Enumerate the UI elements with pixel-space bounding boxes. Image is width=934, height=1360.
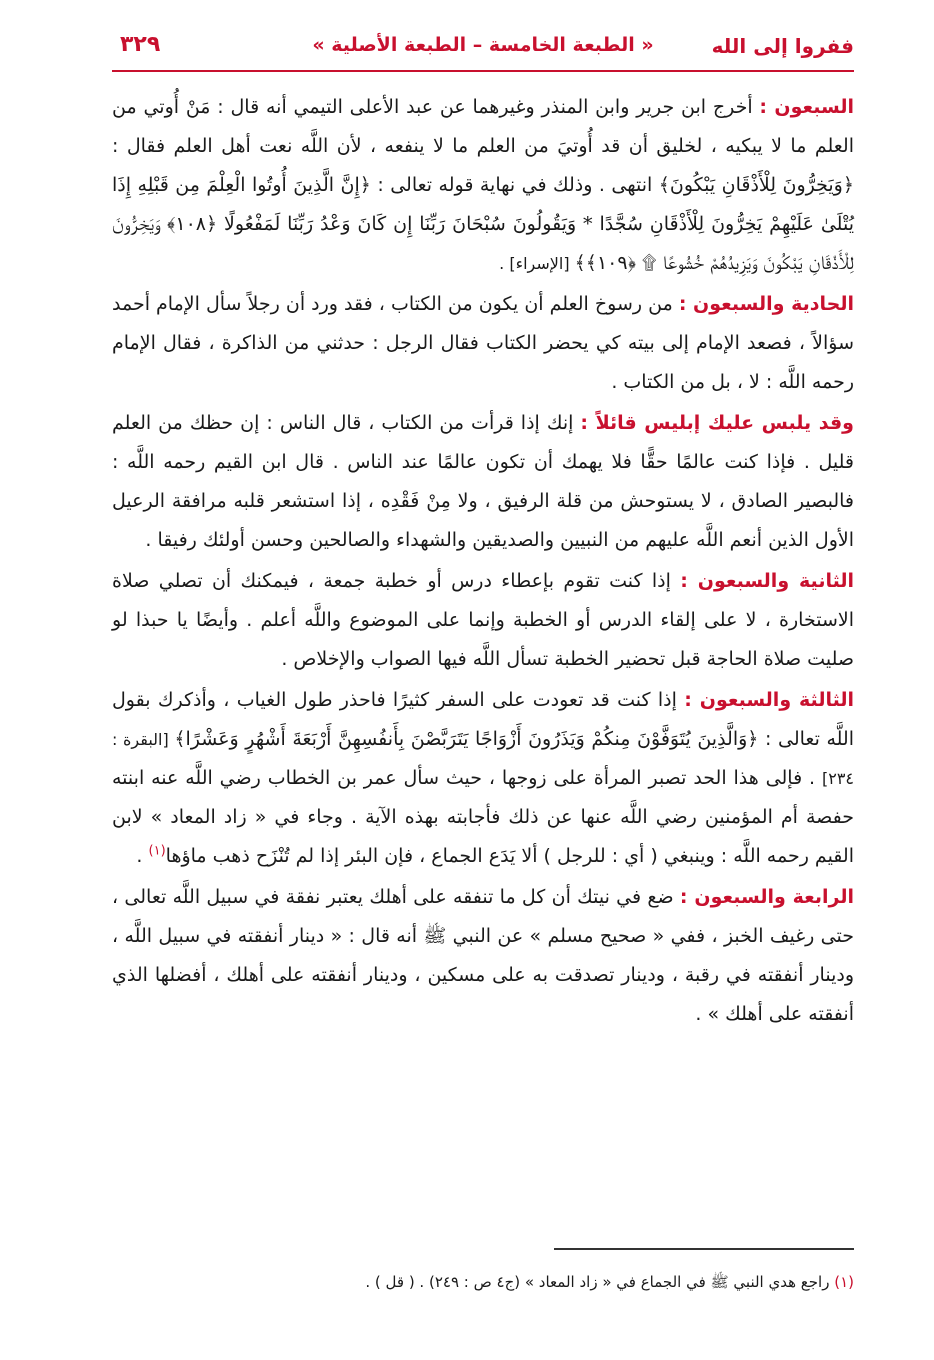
paragraph-text: إنك إذا قرأت من الكتاب ، قال الناس : إن حظك من العلم قليل . فإذا كنت عالمًا حقًّا فلا يهمك أن تكون عالمًا عند الناس . قال ابن القيم رحمه اللَّه : فالبصير الصادق ، لا يستوحش من قلة الرفيق ، ولا مِنْ فَقْدِه ، إذا استشعر قلبه مرافقة الرعيل الأول الذين أنعم اللَّه عليهم من النبيين والصديقين والشهداء والصالحين وحسن أولئك رفيقا . — [112, 412, 854, 551]
paragraph-heading: وقد يلبس عليك إبليس قائلاً : — [580, 412, 854, 434]
paragraph-heading: الثالثة والسبعون : — [684, 689, 854, 711]
paragraph-73 — [112, 681, 854, 876]
page-header — [112, 28, 854, 68]
footnote-marker[interactable]: (١) — [148, 843, 166, 859]
main-text — [112, 88, 854, 1036]
paragraph-74 — [112, 878, 854, 1034]
paragraph-text: . — [136, 845, 149, 867]
verse-reference: [البقرة : ٢٣٤] — [112, 730, 854, 788]
paragraph-text: إذا كنت قد تعودت على السفر كثيرًا فاحذر طول الغياب ، وأذكرك بقول اللَّه تعالى : — [112, 689, 854, 750]
edition-label: « الطبعة الخامسة – الطبعة الأصلية » — [312, 34, 654, 56]
paragraph-71 — [112, 285, 854, 402]
paragraph-72 — [112, 562, 854, 679]
paragraph-70 — [112, 88, 854, 283]
footnote-number: (١) — [834, 1273, 854, 1291]
paragraph-heading: الحادية والسبعون : — [678, 293, 854, 315]
quran-verse: ﴿وَيَخِرُّونَ لِلْأَذْقَانِ يَبْكُونَ﴾ — [658, 174, 854, 196]
paragraph-text: من رسوخ العلم أن يكون من الكتاب ، فقد ورد أن رجلاً سأل الإمام أحمد سؤالاً ، فصعد الإمام إلى بيته كي يحضر الكتاب فقال الرجل : حدثني من الذاكرة ، فقال الإمام رحمه اللَّه : لا ، بل من الكتاب . — [112, 293, 854, 393]
paragraph-text: انتهى . وذلك في نهاية قوله تعالى : — [370, 174, 659, 196]
verse-reference: [الإسراء] . — [499, 254, 575, 273]
paragraph-heading: السبعون : — [759, 96, 854, 118]
quran-verse: ﴿إِنَّ الَّذِينَ أُوتُوا الْعِلْمَ مِن قَبْلِهِ إِذَا يُتْلَىٰ عَلَيْهِمْ يَخِرُّونَ لِلْأَذْقَانِ سُجَّدًا * وَيَقُولُونَ سُبْحَانَ رَبِّنَا إِن كَانَ وَعْدُ رَبِّنَا لَمَفْعُولًا ﴿١٠٨﴾ وَيَخِرُّونَ لِلْأَذْقَانِ يَبْكُونَ وَيَزِيدُهُمْ خُشُوعًا ۩ ﴿١٠٩﴾﴾ — [112, 174, 854, 274]
quran-verse: ﴿وَالَّذِينَ يُتَوَفَّوْنَ مِنكُمْ وَيَذَرُونَ أَزْوَاجًا يَتَرَبَّصْنَ بِأَنفُسِهِنَّ أَرْبَعَةَ أَشْهُرٍ وَعَشْرًا﴾ — [174, 728, 759, 750]
paragraph-iblis — [112, 404, 854, 560]
book-title: ففروا إلى الله — [711, 34, 854, 58]
header-divider — [112, 70, 854, 72]
paragraph-heading: الرابعة والسبعون : — [679, 886, 854, 908]
page-number: ٣٢٩ — [120, 32, 161, 57]
paragraph-heading: الثانية والسبعون : — [680, 570, 854, 592]
paragraph-text: ضع في نيتك أن كل ما تنفقه على أهلك يعتبر نفقة في سبيل اللَّه تعالى ، حتى رغيف الخبز ، ففي « صحيح مسلم » عن النبي ﷺ أنه قال : « دينار أنفقته في سبيل اللَّه ، ودينار أنفقته في رقبة ، ودينار تصدقت به على مسكين ، ودينار أنفقته على أهلك ، أفضلها الذي أنفقته على أهلك » . — [112, 886, 854, 1025]
paragraph-text: إذا كنت تقوم بإعطاء درس أو خطبة جمعة ، فيمكنك أن تصلي صلاة الاستخارة ، لا على إلقاء الدرس أو الخطبة وإنما على الموضوع واللَّه أعلم . وأيضًا يا حبذا لو صليت صلاة الحاجة قبل تحضير الخطبة تسأل اللَّه فيها الصواب والإخلاص . — [112, 570, 854, 670]
footnote — [112, 1270, 854, 1294]
paragraph-text: أخرج ابن جرير وابن المنذر وغيرهما عن عبد الأعلى التيمي أنه قال : مَنْ أُوتي من العلم ما لا يبكيه ، لخليق أن قد أُوتيَ من العلم ما لا ينفعه ، لأن اللَّه نعت أهل العلم فقال : — [112, 96, 854, 157]
paragraph-text: . فإلى هذا الحد تصبر المرأة على زوجها ، حيث سأل عمر بن الخطاب رضي اللَّه عنه ابنته حفصة أم المؤمنين رضي اللَّه عنها عن ذلك فأجابته بهذه الآية . وجاء في « زاد المعاد » لابن القيم رحمه اللَّه : وينبغي ( أي : للرجل ) ألا يَدَع الجماع ، فإن البئر إذا لم تُنْزَح ذهب ماؤها — [112, 767, 854, 867]
footnote-divider — [554, 1248, 854, 1250]
footnote-text: راجع هدي النبي ﷺ في الجماع في « زاد المعاد » (ج٤ ص : ٢٤٩) . ( قل ) . — [365, 1273, 835, 1291]
